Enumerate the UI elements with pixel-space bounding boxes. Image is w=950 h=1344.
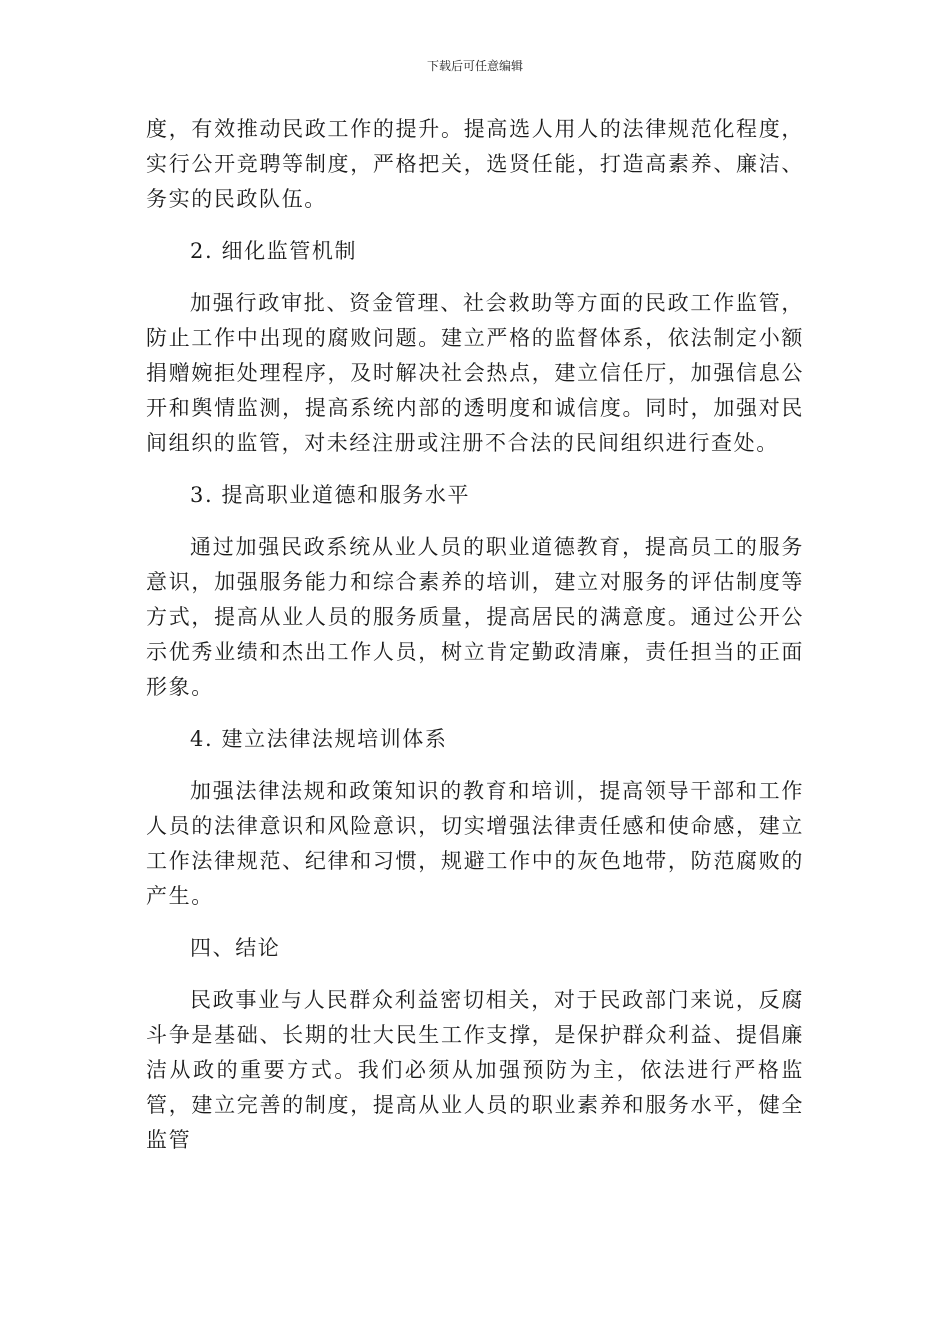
paragraph-continuation: 度，有效推动民政工作的提升。提高选人用人的法律规范化程度，实行公开竞聘等制度，严格把关，选贤任能，打造高素养、廉洁、务实的民政队伍。: [146, 117, 804, 211]
section-heading-ethics-service: 3. 提高职业道德和服务水平: [190, 483, 471, 507]
paragraph-legal-training: 加强法律法规和政策知识的教育和培训，提高领导干部和工作人员的法律意识和风险意识，切实增强法律责任感和使命感，建立工作法律规范、纪律和习惯，规避工作中的灰色地带，防范腐败的产生。: [146, 779, 804, 908]
page-header: 下载后可任意编辑: [426, 59, 523, 73]
paragraph-conclusion: 民政事业与人民群众利益密切相关，对于民政部门来说，反腐斗争是基础、长期的壮大民生工作支撑，是保护群众利益、提倡廉洁从政的重要方式。我们必须从加强预防为主，依法进行严格监管，建立完善的制度，提高从业人员的职业素养和服务水平，健全监管: [146, 988, 804, 1152]
paragraph-supervision: 加强行政审批、资金管理、社会救助等方面的民政工作监管，防止工作中出现的腐败问题。建立严格的监督体系，依法制定小额捐赠婉拒处理程序，及时解决社会热点，建立信任厅，加强信息公开和舆情监测，提高系统内部的透明度和诚信度。同时，加强对民间组织的监管，对未经注册或注册不合法的民间组织进行查处。: [146, 291, 804, 455]
paragraph-ethics-service: 通过加强民政系统从业人员的职业道德教育，提高员工的服务意识，加强服务能力和综合素养的培训，建立对服务的评估制度等方式，提高从业人员的服务质量，提高居民的满意度。通过公开公示优秀业绩和杰出工作人员，树立肯定勤政清廉，责任担当的正面形象。: [146, 535, 804, 699]
document-body: [146, 112, 804, 1175]
section-heading-legal-training: 4. 建立法律法规培训体系: [190, 727, 448, 751]
section-heading-conclusion: 四、结论: [190, 936, 281, 960]
section-heading-refine-supervision: 2. 细化监管机制: [190, 239, 358, 263]
